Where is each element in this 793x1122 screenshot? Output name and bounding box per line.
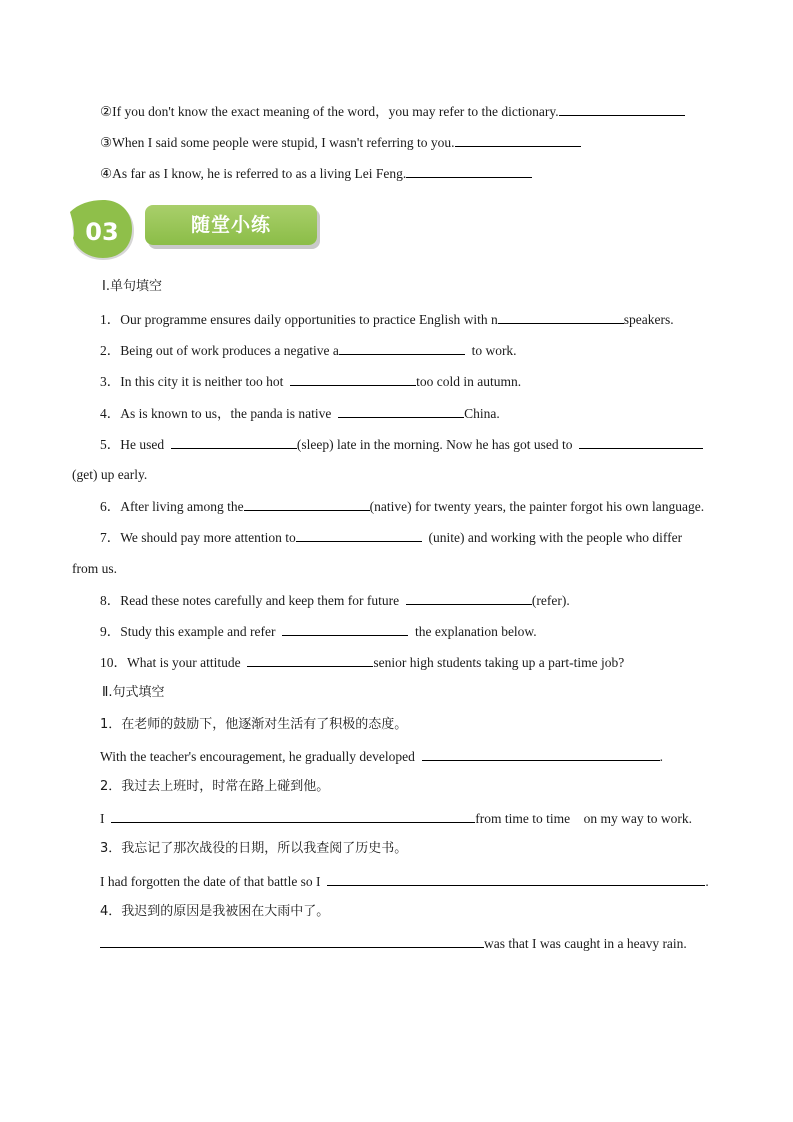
question-5-continued: (get) up early. xyxy=(72,467,148,482)
answer-blank[interactable] xyxy=(559,102,685,116)
answer-blank[interactable] xyxy=(247,653,373,667)
question-3: 3．In this city it is neither too hot too cold in autumn. xyxy=(100,374,522,389)
sentence-1-chinese: 1．在老师的鼓励下，他逐渐对生活有了积极的态度。 xyxy=(100,717,408,732)
question-1: 1．Our programme ensures daily opportunities to practice English with n speakers. xyxy=(100,312,674,327)
question-7-continued: from us. xyxy=(72,561,117,576)
example-sentence-3: ③When I said some people were stupid, I wasn't referring to you. xyxy=(100,133,581,152)
question-4: 4．As is known to us，the panda is native China. xyxy=(100,406,500,421)
sentence-2-chinese: 2．我过去上班时，时常在路上碰到他。 xyxy=(100,779,330,794)
leaf-badge-icon xyxy=(70,200,136,262)
answer-blank[interactable] xyxy=(244,497,370,511)
answer-blank[interactable] xyxy=(111,809,475,823)
question-7: 7．We should pay more attention to (unite) and working with the people who differ xyxy=(100,530,683,545)
section-title-banner xyxy=(145,205,321,251)
answer-blank[interactable] xyxy=(422,747,660,761)
answer-blank[interactable] xyxy=(455,133,581,147)
section-title: 随堂小练 xyxy=(190,214,271,236)
answer-blank[interactable] xyxy=(100,934,484,948)
answer-blank[interactable] xyxy=(579,435,703,449)
question-10: 10．What is your attitude senior high students taking up a part-time job? xyxy=(100,655,625,670)
answer-blank[interactable] xyxy=(406,591,532,605)
answer-blank[interactable] xyxy=(296,528,422,542)
part1-heading: Ⅰ.单句填空 xyxy=(102,279,162,294)
section-number-badge xyxy=(70,200,136,262)
question-5: 5．He used (sleep) late in the morning. Now he has got used to xyxy=(100,435,703,454)
answer-blank[interactable] xyxy=(290,372,416,386)
answer-blank[interactable] xyxy=(338,404,464,418)
sentence-3-english: I had forgotten the date of that battle so I . xyxy=(100,874,709,889)
sentence-4-english: was that I was caught in a heavy rain. xyxy=(100,934,687,953)
answer-blank[interactable] xyxy=(327,872,705,886)
answer-blank[interactable] xyxy=(171,435,297,449)
answer-blank[interactable] xyxy=(406,164,532,178)
answer-blank[interactable] xyxy=(498,310,624,324)
question-6: 6．After living among the (native) for twenty years, the painter forgot his own language. xyxy=(100,499,705,514)
section-number: 03 xyxy=(85,218,119,246)
question-2: 2．Being out of work produces a negative a to work. xyxy=(100,343,517,358)
sentence-4-chinese: 4．我迟到的原因是我被困在大雨中了。 xyxy=(100,904,330,919)
sentence-3-chinese: 3．我忘记了那次战役的日期，所以我查阅了历史书。 xyxy=(100,841,408,856)
part2-heading: Ⅱ.句式填空 xyxy=(102,685,165,700)
answer-blank[interactable] xyxy=(339,341,465,355)
question-8: 8．Read these notes carefully and keep them for future (refer). xyxy=(100,593,570,608)
example-sentence-4: ④As far as I know, he is referred to as a living Lei Feng. xyxy=(100,164,532,183)
answer-blank[interactable] xyxy=(282,622,408,636)
sentence-2-english: I from time to time on my way to work. xyxy=(100,811,692,826)
question-9: 9．Study this example and refer the explanation below. xyxy=(100,624,537,639)
example-sentence-2: ②If you don't know the exact meaning of the word，you may refer to the dictionary. xyxy=(100,102,685,121)
sentence-1-english: With the teacher's encouragement, he gradually developed . xyxy=(100,749,664,764)
